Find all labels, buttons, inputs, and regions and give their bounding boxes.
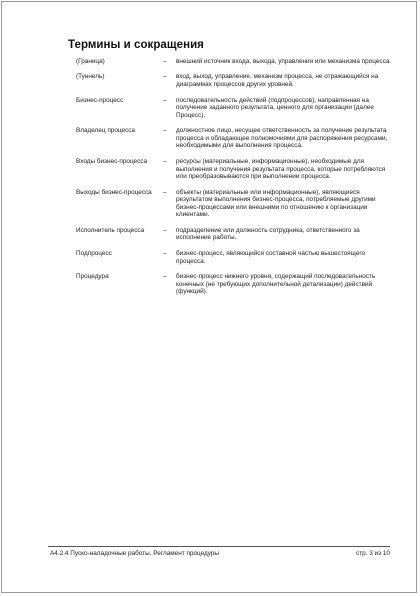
term-dash: – (163, 73, 167, 81)
terms-list (76, 58, 392, 304)
term-row (76, 58, 392, 66)
term-dash: – (163, 188, 167, 196)
term-row (76, 273, 392, 296)
term-dash: – (163, 58, 167, 65)
term-definition: бизнес-процесс, являющийся составной частью вышестоящего процесса. (176, 249, 366, 265)
term-dash: – (163, 226, 167, 234)
term-definition: последовательность действий (подпроцессов), направленная на получение заданного результата, ценного для организации (далее Процесс). (176, 96, 374, 119)
term-definition: ресурсы (материальные, информационные), необходимые для выполнения и получения результата процесса, которые потребляются или преобразовываются при выполнении процесса. (176, 157, 386, 181)
term-definition: объекты (материальные или информационные), являющиеся результатом выполнения бизнес-процесса, потребляемые другими бизнес-процессами или внешними по отношению к организации клиентами. (176, 188, 376, 219)
term-row (76, 158, 392, 181)
term-row (76, 73, 392, 88)
term-dash: – (163, 157, 167, 165)
footer-divider (48, 546, 390, 547)
footer-document-title: А4.2.4 Пуско-наладочные работы. Регламент процедуры (50, 550, 220, 557)
term-row (76, 97, 392, 120)
term-row (76, 227, 392, 242)
term-definition: внешний источник входа, выхода, управления или механизма процесса. (176, 58, 392, 65)
term-name: Подпроцесс (76, 249, 112, 257)
term-row (76, 250, 392, 265)
term-name: Входы бизнес-процесса (76, 157, 148, 165)
term-name: Исполнитель процесса (76, 226, 145, 234)
term-name: Бизнес-процесс (76, 96, 124, 104)
term-definition: должностное лицо, несущее ответственность за получение результата процесса и обладающее полномочиями для распоряжения ресурсами, необходимыми для выполнения процесса. (176, 127, 388, 150)
term-name: Процедура (76, 273, 109, 280)
term-name: (Туннель) (76, 73, 105, 81)
term-name: Владелец процесса (76, 127, 135, 135)
term-dash: – (163, 273, 167, 280)
term-name: Выходы бизнес-процесса (76, 188, 152, 196)
term-dash: – (163, 249, 167, 257)
term-dash: – (163, 127, 167, 135)
term-definition: вход, выход, управление, механизм процесса, не отражающийся на диаграммах процессов других уровней. (176, 73, 379, 89)
term-definition: бизнес-процесс нижнего уровня, содержащий последовательность конечных (не требующих дополнительной детализации) действий (функций). (176, 273, 376, 296)
term-definition: подразделение или должность сотрудника, ответственного за исполнение работы. (176, 226, 360, 242)
page-title: Термины и сокращения (68, 39, 204, 51)
term-row (76, 127, 392, 150)
footer-page-number: стр. 3 из 10 (356, 550, 390, 557)
term-dash: – (163, 96, 167, 104)
term-name: (Граница) (76, 58, 105, 65)
term-row (76, 189, 392, 219)
